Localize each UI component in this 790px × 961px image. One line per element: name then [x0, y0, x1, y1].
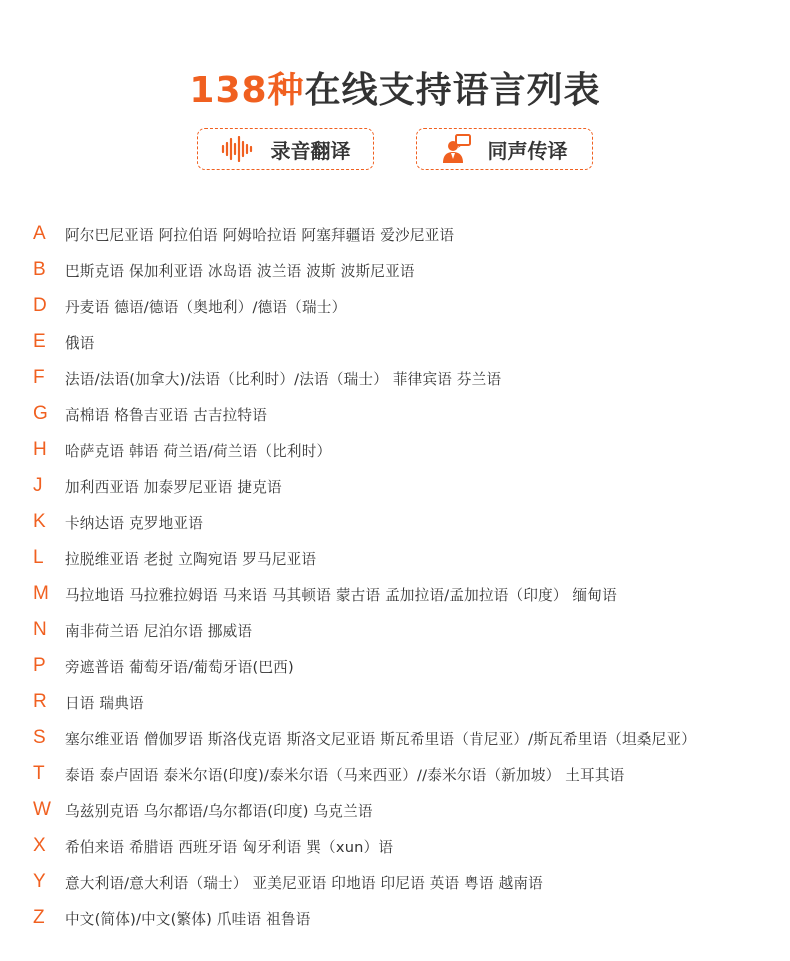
index-letter: K: [33, 511, 46, 532]
language-names: 意大利语/意大利语（瑞士） 亚美尼亚语 印地语 印尼语 英语 粤语 越南语: [65, 874, 543, 892]
language-names: 泰语 泰卢固语 泰米尔语(印度)/泰米尔语（马来西亚）//泰米尔语（新加坡） 土耳其语: [65, 766, 625, 784]
sound-wave-icon: [221, 136, 255, 162]
list-item: [33, 504, 783, 540]
language-names: 旁遮普语 葡萄牙语/葡萄牙语(巴西): [65, 658, 294, 676]
language-names: 哈萨克语 韩语 荷兰语/荷兰语（比利时）: [65, 442, 332, 460]
list-item: [33, 648, 783, 684]
list-item: [33, 468, 783, 504]
index-letter: F: [33, 367, 45, 388]
index-letter: R: [33, 691, 47, 712]
list-item: [33, 288, 783, 324]
list-item: [33, 684, 783, 720]
language-names: 丹麦语 德语/德语（奥地利）/德语（瑞士）: [65, 298, 347, 316]
language-names: 卡纳达语 克罗地亚语: [65, 514, 203, 532]
interpreter-icon: [442, 134, 472, 164]
language-names: 拉脱维亚语 老挝 立陶宛语 罗马尼亚语: [65, 550, 317, 568]
language-names: 乌兹别克语 乌尔都语/乌尔都语(印度) 乌克兰语: [65, 802, 373, 820]
index-letter: M: [33, 583, 49, 604]
list-item: [33, 792, 783, 828]
index-letter: N: [33, 619, 47, 640]
index-letter: H: [33, 439, 47, 460]
list-item: [33, 900, 783, 936]
language-list: [33, 216, 783, 936]
language-names: 希伯来语 希腊语 西班牙语 匈牙利语 巽（xun）语: [65, 838, 394, 856]
language-names: 阿尔巴尼亚语 阿拉伯语 阿姆哈拉语 阿塞拜疆语 爱沙尼亚语: [65, 226, 455, 244]
language-names: 马拉地语 马拉雅拉姆语 马来语 马其顿语 蒙古语 孟加拉语/孟加拉语（印度） 缅甸语: [65, 586, 617, 604]
list-item: [33, 756, 783, 792]
language-names: 加利西亚语 加泰罗尼亚语 捷克语: [65, 478, 282, 496]
list-item: [33, 396, 783, 432]
index-letter: J: [33, 475, 43, 496]
index-letter: G: [33, 403, 48, 424]
language-names: 巴斯克语 保加利亚语 冰岛语 波兰语 波斯 波斯尼亚语: [65, 262, 415, 280]
list-item: [33, 216, 783, 252]
title-text: 在线支持语言列表: [304, 70, 601, 111]
page-title: [0, 62, 790, 113]
index-letter: L: [33, 547, 44, 568]
index-letter: X: [33, 835, 46, 856]
language-names: 塞尔维亚语 僧伽罗语 斯洛伐克语 斯洛文尼亚语 斯瓦希里语（肯尼亚）/斯瓦希里语（坦桑尼亚）: [65, 730, 697, 748]
index-letter: W: [33, 799, 51, 820]
index-letter: S: [33, 727, 46, 748]
list-item: [33, 612, 783, 648]
simultaneous-interpretation-label: 同声传译: [487, 138, 568, 163]
language-names: 高棉语 格鲁吉亚语 古吉拉特语: [65, 406, 267, 424]
language-names: 俄语: [65, 334, 95, 352]
index-letter: E: [33, 331, 46, 352]
language-names: 中文(简体)/中文(繁体) 爪哇语 祖鲁语: [65, 910, 311, 928]
list-item: [33, 540, 783, 576]
list-item: [33, 828, 783, 864]
index-letter: Z: [33, 907, 45, 928]
list-item: [33, 720, 783, 756]
language-names: 南非荷兰语 尼泊尔语 挪威语: [65, 622, 253, 640]
list-item: [33, 432, 783, 468]
title-number: 138种: [189, 70, 305, 111]
feature-buttons: [0, 128, 790, 170]
recording-translation-button[interactable]: [197, 128, 374, 170]
simultaneous-interpretation-button[interactable]: [416, 128, 593, 170]
recording-translation-label: 录音翻译: [270, 138, 351, 163]
list-item: [33, 324, 783, 360]
index-letter: B: [33, 259, 46, 280]
list-item: [33, 864, 783, 900]
index-letter: A: [33, 223, 46, 244]
index-letter: Y: [33, 871, 46, 892]
list-item: [33, 360, 783, 396]
language-names: 日语 瑞典语: [65, 694, 144, 712]
list-item: [33, 252, 783, 288]
index-letter: P: [33, 655, 46, 676]
language-names: 法语/法语(加拿大)/法语（比利时）/法语（瑞士） 菲律宾语 芬兰语: [65, 370, 502, 388]
index-letter: D: [33, 295, 47, 316]
index-letter: T: [33, 763, 45, 784]
list-item: [33, 576, 783, 612]
